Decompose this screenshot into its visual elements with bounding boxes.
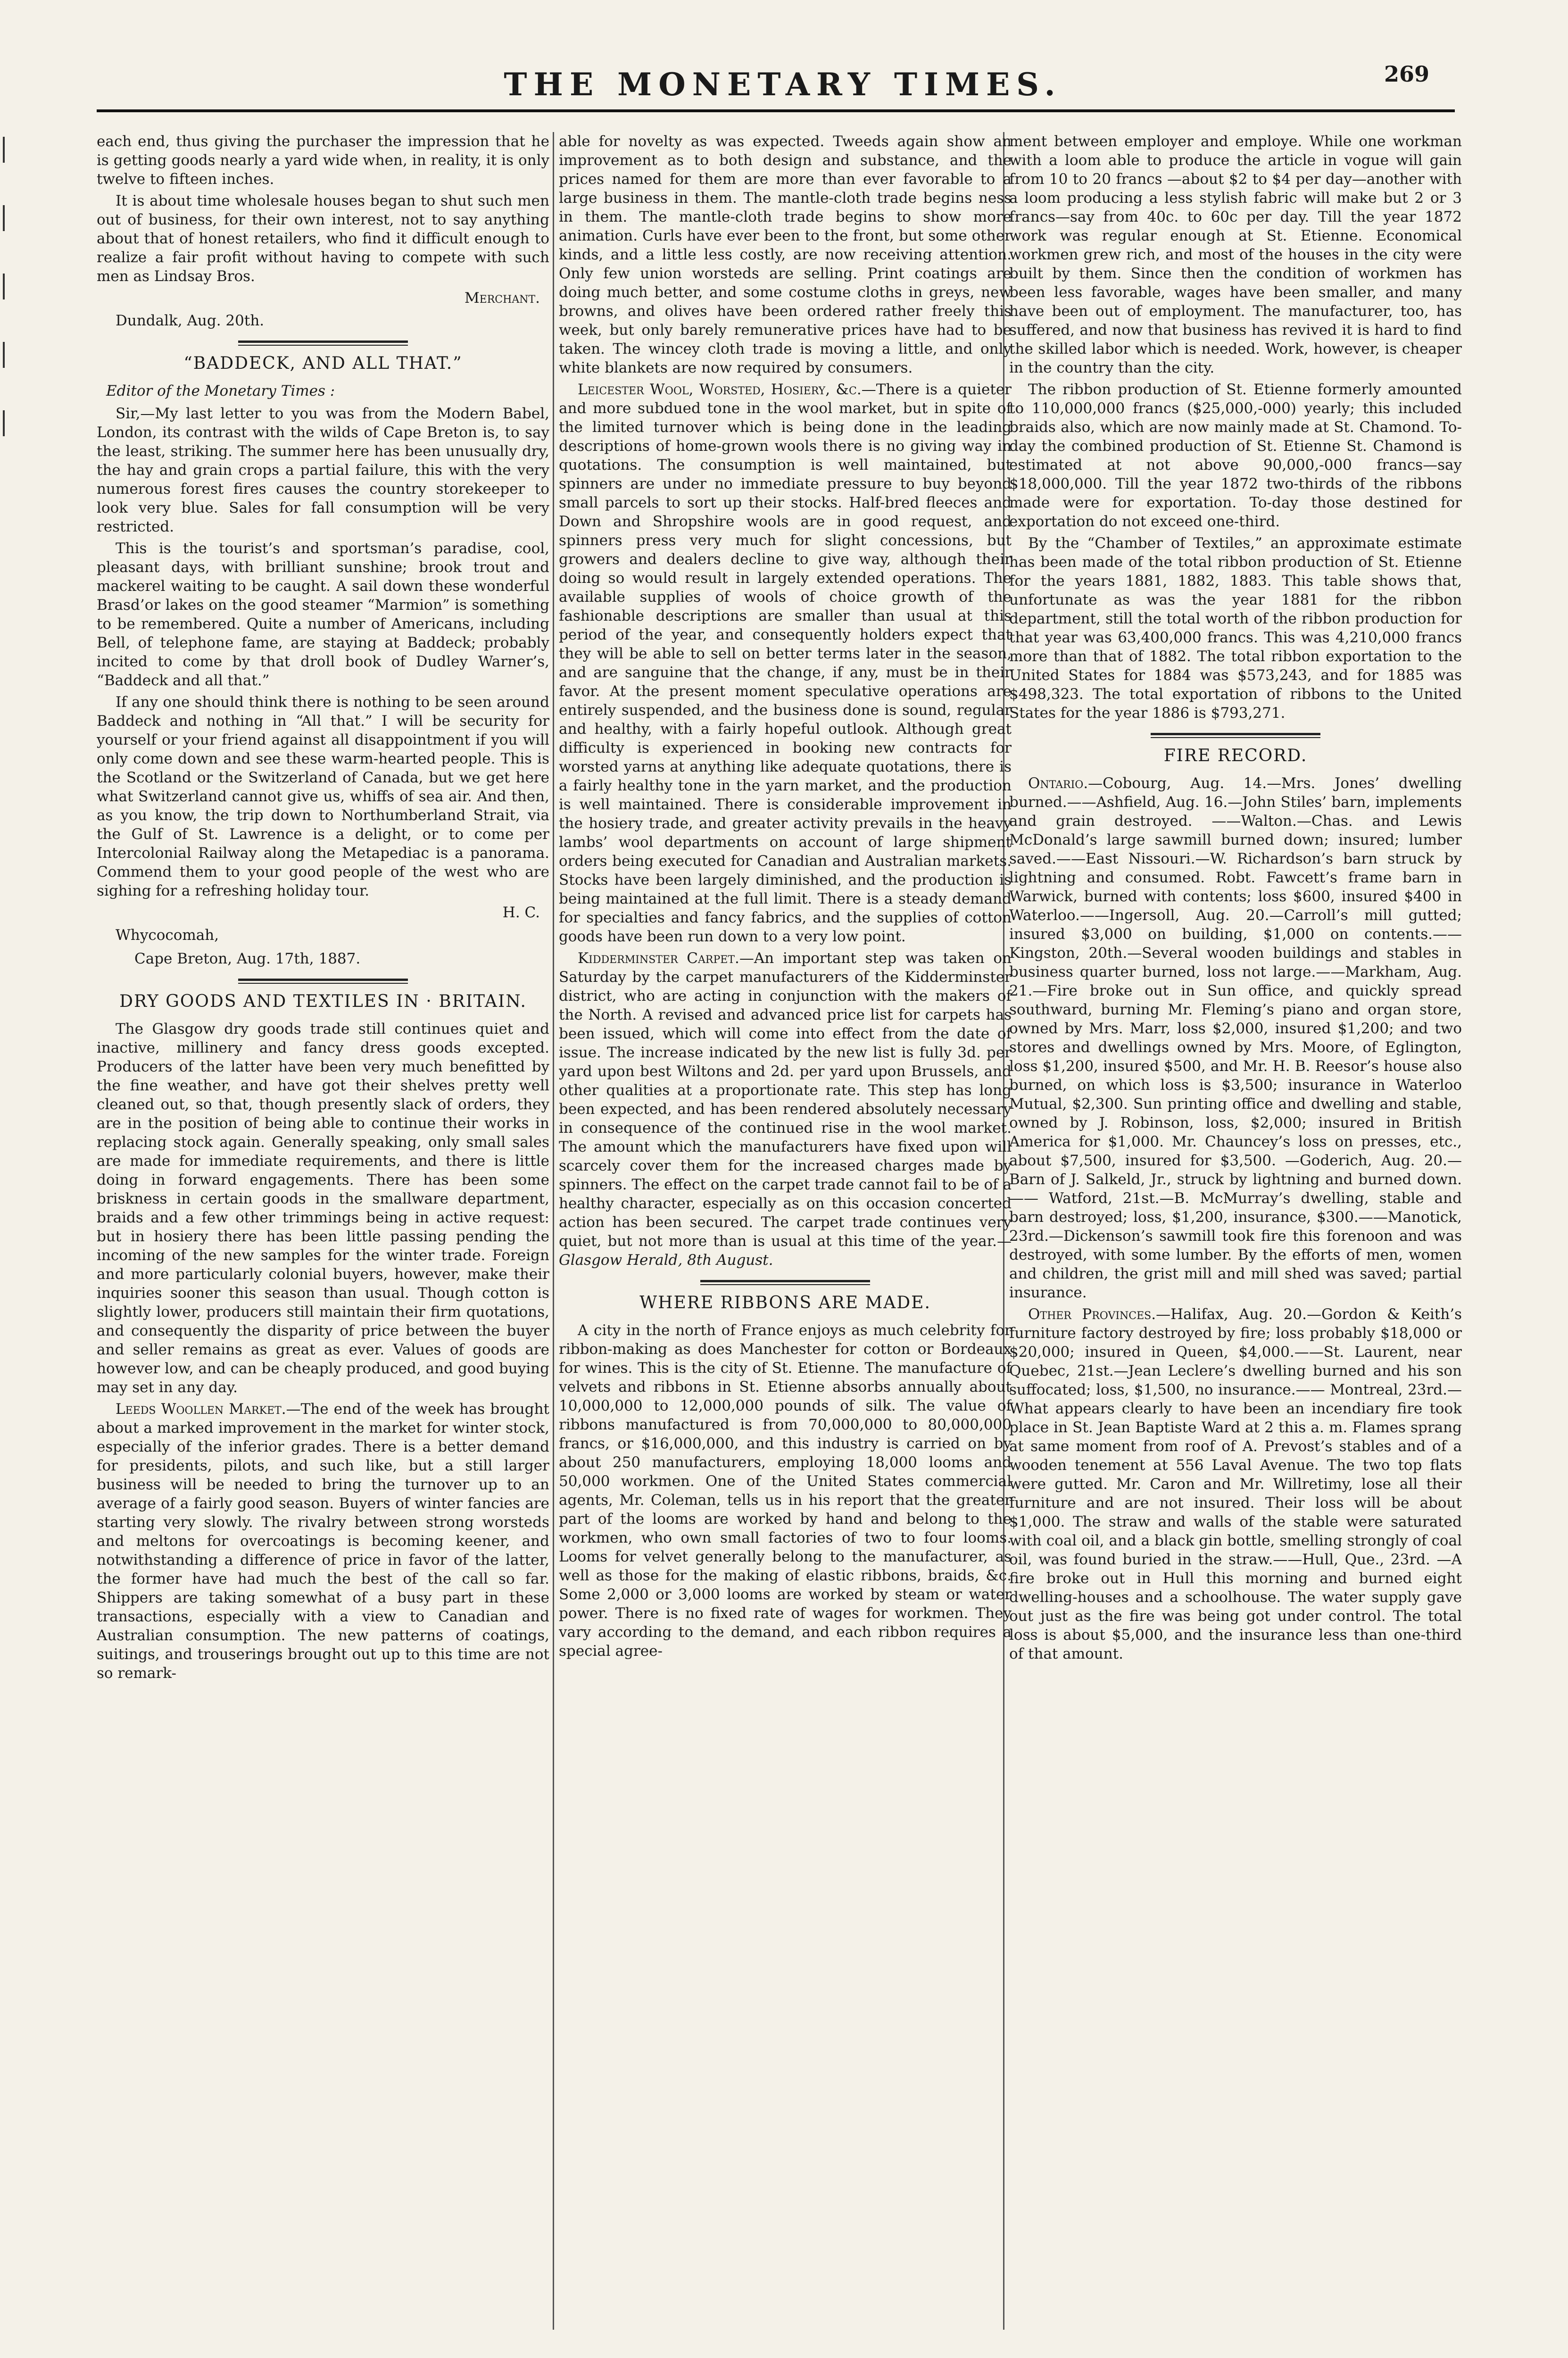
fire-other-paragraph bbox=[1009, 1305, 1462, 1663]
kidderminster-source: Glasgow Herald, 8th August. bbox=[559, 1252, 773, 1269]
baddeck-paragraph: If any one should think there is nothing to be seen around Baddeck and nothing in “All that.” I will be security for yourself or your friend against all disappointment if you will only come down and see these warm-hearted people. This is the Scotland or the Switzerland of Canada, but we get here what Switzerland cannot give us, whiffs of sea air. And then, as you know, the trip down to Northumberland Strait, via the Gulf of St. Lawrence is a delight, or to come per Intercolonial Railway along the Metapediac is a panorama. Commend them to your good people of the west who are sighing for a refreshing holiday tour. bbox=[97, 694, 549, 899]
tweeds-paragraph: able for novelty as was expected. Tweeds again show an improvement as to both design and substance, and the prices named for them are more than ever favorable to a large business in them. The mantle-cloth trade begins ness in them. The mantle-cloth trade begins to show more animation. Curls have ever been to the front, but some other kinds, and a little less costly, are now receiving attention. Only few union worsteds are selling. Print coatings are doing much better, and some costume cloths in greys, new browns, and olives have been ordered rather freely this week, but only barely remunerative prices have had to be taken. The wincey cloth trade is moving a little, and only white blankets are now required by consumers. bbox=[559, 133, 1012, 376]
fire-ontario-paragraph bbox=[1009, 774, 1462, 1302]
column-3 bbox=[1009, 132, 1462, 2330]
leeds-label: Leeds Woollen Market. bbox=[116, 1401, 286, 1418]
fire-other-label: Other Provinces. bbox=[1028, 1306, 1156, 1323]
letter-dateline: Dundalk, Aug. 20th. bbox=[116, 312, 265, 329]
drygoods-paragraph: The Glasgow dry goods trade still continues quiet and inactive, millinery and fancy dress goods excepted. Producers of the latter have been very much benefitted by the fine weather, and have got their shelves pretty well cleaned out, so that, though presently slack of orders, they are in the position of being able to continue their works in replacing stock again. Generally speaking, only small sales are made for immediate requirements, and there is little doing in forward engagements. There has been some briskness in certain goods in the smallware department, braids and a few other trimmings being in active request: but in hosiery there has been little passing pending the incoming of the new samples for the winter trade. Foreign and more particularly colonial buyers, however, make their inquiries sooner this season than usual. Though cotton is slightly lower, producers still maintain their firm quotations, and consequently the disparity of price between the buyer and seller remains as great as ever. Values of goods are however low, and can be cheaply produced, and good buying may set in any day. bbox=[97, 1021, 549, 1396]
baddeck-dateline: Whycocomah, bbox=[116, 927, 219, 944]
column-2 bbox=[559, 132, 1012, 2330]
letter-signature: Merchant. bbox=[464, 290, 540, 307]
ribbons-heading: WHERE RIBBONS ARE MADE. bbox=[639, 1293, 931, 1312]
leicester-label: Leicester Wool, Worsted, Hosiery, &c. bbox=[578, 381, 862, 398]
fire-record-heading: FIRE RECORD. bbox=[1163, 746, 1308, 765]
baddeck-signature: H. C. bbox=[502, 904, 540, 921]
baddeck-paragraph: This is the tourist’s and sportsman’s paradise, cool, pleasant days, with brilliant sunshine; brook trout and mackerel waiting to be caught. A sail down these wonderful Brasd’or lakes on the good steamer “Marmion” is something to be remembered. Quite a number of Americans, including Bell, of telephone fame, are staying at Baddeck; probably incited to come by that droll book of Dudley Warner’s, “Baddeck and all that.” bbox=[97, 540, 549, 689]
ribbons-paragraph: The ribbon production of St. Etienne formerly amounted to 110,000,000 francs ($25,000,-000) yearly; this included braids also, which are now mainly made at St. Chamond. To-day the combined production of St. Etienne St. Chamond is estimated at not above 90,000,-000 francs—say $18,000,000. Till the year 1872 two-thirds of the ribbons made were for exportation. To-day those destined for exportation do not exceed one-third. bbox=[1009, 381, 1462, 530]
fire-ontario-label: Ontario. bbox=[1028, 775, 1088, 792]
fire-other-text: —Halifax, Aug. 20.—Gordon & Keith’s furniture factory destroyed by fire; loss probably $18,000 or $20,000; insured in Queen, $4,000.——St. Laurent, near Quebec, 21st.—Jean Leclere’s dwelling burned and his son suffocated; loss, $1,500, no insurance.—— Montreal, 23rd.—What appears clearly to have been an incendiary fire took place in St. Jean Baptiste Ward at 2 this a. m. Flames sprang at same moment from roof of A. Prevost’s stables and of a wooden tenement at 556 Laval Avenue. The two top flats were gutted. Mr. Caron and Mr. Willretimy, lose all their furniture and are not insured. Their loss will be about $1,000. The straw and walls of the stable were saturated with coal oil, and a black gin bottle, smelling strongly of coal oil, was found buried in the straw.——Hull, Que., 23rd. —A fire broke out in Hull this morning and burned eight dwelling-houses and a schoolhouse. The water supply gave out just as the fire was being got under control. The total loss is about $5,000, and the insurance less than one-third of that amount. bbox=[1009, 1306, 1462, 1662]
page-number: 269 bbox=[1384, 61, 1430, 87]
ribbons-paragraph: By the “Chamber of Textiles,” an approximate estimate has been made of the total ribbon production of St. Etienne for the years 1881, 1882, 1883. This table shows that, unfortunate as was the year 1881 for the ribbon department, still the total worth of the ribbon production for that year was 63,400,000 francs. This was 4,210,000 francs more than that of 1882. The total ribbon exportation to the United States for 1884 was $573,243, and for 1885 was $498,323. The total exportation of ribbons to the United States for the year 1886 is $793,271. bbox=[1009, 535, 1462, 722]
column-1 bbox=[97, 132, 549, 2330]
column-rule bbox=[553, 132, 554, 2330]
leeds-text: —The end of the week has brought about a marked improvement in the market for winter stock, especially of the inferior grades. There is a better demand for presidents, pilots, and such like, but a still larger business will be needed to bring the turnover up to an average of a fairly good season. Buyers of winter fancies are starting very slowly. The rivalry between strong worsteds and meltons for overcoatings is becoming keener, and notwithstanding a difference of price in favor of the latter, the former have had much the best of the call so far. Shippers are taking somewhat of a busy part in these transactions, especially with a view to Canadian and Australian consumption. The new patterns of coatings, suitings, and trouserings brought out up to this time are not so remark- bbox=[97, 1401, 549, 1682]
newspaper-title: THE MONETARY TIMES. bbox=[504, 66, 1062, 103]
baddeck-dateline: Cape Breton, Aug. 17th, 1887. bbox=[134, 950, 361, 967]
ribbons-paragraph: A city in the north of France enjoys as much celebrity for ribbon-making as does Manchester for cotton or Bordeaux for wines. This is the city of St. Etienne. The manufacture of velvets and ribbons in St. Etienne absorbs annually about 10,000,000 to 12,000,000 pounds of silk. The value of ribbons manufactured is from 70,000,000 to 80,000,000 francs, or $16,000,000, and this industry is carried on by about 250 manufacturers, employing 18,000 looms and 50,000 workmen. One of the United States commercial agents, Mr. Coleman, tells us in his report that the greater part of the looms are worked by hand and belong to the workmen, who own small factories of two to four looms. Looms for velvet generally belong to the manufacturer, as well as those for the making of elastic ribbons, braids, &c. Some 2,000 or 3,000 looms are worked by steam or water power. There is no fixed rate of wages for workmen. They vary according to the demand, and each ribbon requires a special agree- bbox=[559, 1322, 1012, 1660]
section-separator bbox=[238, 979, 408, 984]
baddeck-salutation: Editor of the Monetary Times : bbox=[106, 382, 335, 399]
kidderminster-paragraph bbox=[559, 949, 1012, 1270]
masthead bbox=[0, 0, 1568, 113]
ribbons-paragraph: ment between employer and employe. While one workman with a loom able to produce the article in vogue will gain from 10 to 20 francs —about $2 to $4 per day—another with a loom producing a less stylish fabric will make but 2 or 3 francs—say from 40c. to 60c per day. Till the year 1872 work was regular enough at St. Etienne. Economical workmen grew rich, and most of the houses in the city were built by them. Since then the condition of workmen has been less favorable, wages have been smaller, and many have been out of employment. The manufacturer, too, has suffered, and now that business has revived it is hard to find the skilled labor which is needed. Work, however, is cheaper in the country than the city. bbox=[1009, 133, 1462, 376]
kidderminster-text: —An important step was taken on Saturday by the carpet manufacturers of the Kidderminster district, who are acting in conjunction with the makers of the North. A revised and advanced price list for carpets has been issued, which will come into effect from the date of issue. The increase indicated by the new list is fully 3d. per yard upon best Wiltons and 2d. per yard upon Brussels, and other qualities at a proportionate rate. This step has long been expected, and has been rendered absolutely necessary in consequence of the continued rise in the wool market. The amount which the manufacturers have fixed upon will scarcely cover them for the increased charges made by spinners. The effect on the carpet trade cannot fail to be of a healthy character, especially as on this occasion concerted action has been secured. The carpet trade continues very quiet, but not more than is usual at this time of the year.— bbox=[559, 950, 1012, 1250]
leeds-paragraph bbox=[97, 1400, 549, 1683]
fire-ontario-text: —Cobourg, Aug. 14.—Mrs. Jones’ dwelling burned.——Ashfield, Aug. 16.—John Stiles’ barn, implements and grain destroyed. ——Walton.—Chas. and Lewis McDonald’s large sawmill burned down; insured; lumber saved.——East Nissouri.—W. Richardson’s barn struck by lightning and consumed. Robt. Fawcett’s frame barn in Warwick, burned with contents; loss $600, insured $400 in Waterloo.——Ingersoll, Aug. 20.—Carroll’s mill gutted; insured $3,000 on building, $1,000 on contents.——Kingston, 20th.—Several wooden buildings and stables in business quarter burned, loss not large.——Markham, Aug. 21.—Fire broke out in Sun office, and quickly spread southward, burning Mr. Fleming’s piano and organ store, owned by Mrs. Marr, loss $2,000, insured $1,200; and two stores and dwellings owned by Mrs. Moore, of Eglington, loss $1,200, insured $500, and Mr. H. B. Reesor’s house also burned, on which loss is $3,500; insurance in Waterloo Mutual, $2,300. Sun printing office and dwelling and stable, owned by J. Robinson, loss, $2,000; insured in British America for $1,000. Mr. Chauncey’s loss on presses, etc., about $7,500, insured for $3,500. —Goderich, Aug. 20.—Barn of J. Salkeld, Jr., struck by lightning and burned down.—— Watford, 21st.—B. McMurray’s dwelling, stable and barn destroyed; loss, $1,200, insurance, $300.——Manotick, 23rd.—Dickenson’s sawmill took fire this forenoon and was destroyed, with some lumber. By the efforts of men, women and children, the grist mill and mill shed was saved; partial insurance. bbox=[1009, 775, 1462, 1301]
leicester-text: —There is a quieter and more subdued tone in the wool market, but in spite of the limited turnover which is being done in the leading descriptions of home-grown wools there is no giving way in quotations. The consumption is well maintained, but spinners are under no immediate pressure to buy beyond small parcels to sort up their stocks. Half-bred fleeces and Down and Shropshire wools are in good request, and spinners press very much for slight concessions, but growers and dealers decline to give way, although their doing so would result in largely extended operations. The available supplies of wools of choice growth of the fashionable descriptions are smaller than usual at this period of the year, and consequently holders expect that they will be able to sell on better terms later in the season, and are sanguine that the change, if any, must be in their favor. At the present moment speculative operations are entirely suspended, and the business done is sound, regular and healthy, with a fairly hopeful outlook. Although great difficulty is experienced in booking new contracts for worsted yarns at anything like adequate quotations, there is a fairly healthy tone in the yarn market, and the production is well maintained. There is considerable improvement in the hosiery trade, and greater activity prevails in the heavy lambs’ wool departments on account of large shipment orders being executed for Canadian and Australian markets. Stocks have been largely diminished, and the production is being maintained at the full limit. There is a steady demand for specialties and fancy fabrics, and the supplies of cotton goods have been run down to a very low point. bbox=[559, 381, 1012, 945]
header-rule bbox=[97, 109, 1455, 112]
kidderminster-label: Kidderminster Carpet. bbox=[578, 950, 739, 967]
baddeck-paragraph: Sir,—My last letter to you was from the Modern Babel, London, its contrast with the wilds of Cape Breton is, to say the least, striking. The summer here has been unusually dry, the hay and grain crops a partial failure, this with the very numerous forest fires causes the country storekeeper to look very blue. Sales for fall consumption will be very restricted. bbox=[97, 405, 549, 535]
section-separator bbox=[700, 1280, 870, 1285]
leicester-paragraph bbox=[559, 380, 1012, 946]
letter-paragraph: It is about time wholesale houses began to shut such men out of business, for their own interest, not to say anything about that of honest retailers, who find it difficult enough to realize a fair profit without having to compete with such men as Lindsay Bros. bbox=[97, 192, 549, 285]
section-separator bbox=[1151, 733, 1320, 738]
section-separator bbox=[238, 340, 408, 346]
drygoods-heading: DRY GOODS AND TEXTILES IN · BRITAIN. bbox=[119, 992, 527, 1011]
baddeck-heading: “BADDECK, AND ALL THAT.” bbox=[183, 354, 463, 373]
page-edge-marks bbox=[0, 94, 14, 2264]
letter-paragraph: each end, thus giving the purchaser the impression that he is getting goods nearly a yard wide when, in reality, it is only twelve to fifteen inches. bbox=[97, 133, 549, 188]
